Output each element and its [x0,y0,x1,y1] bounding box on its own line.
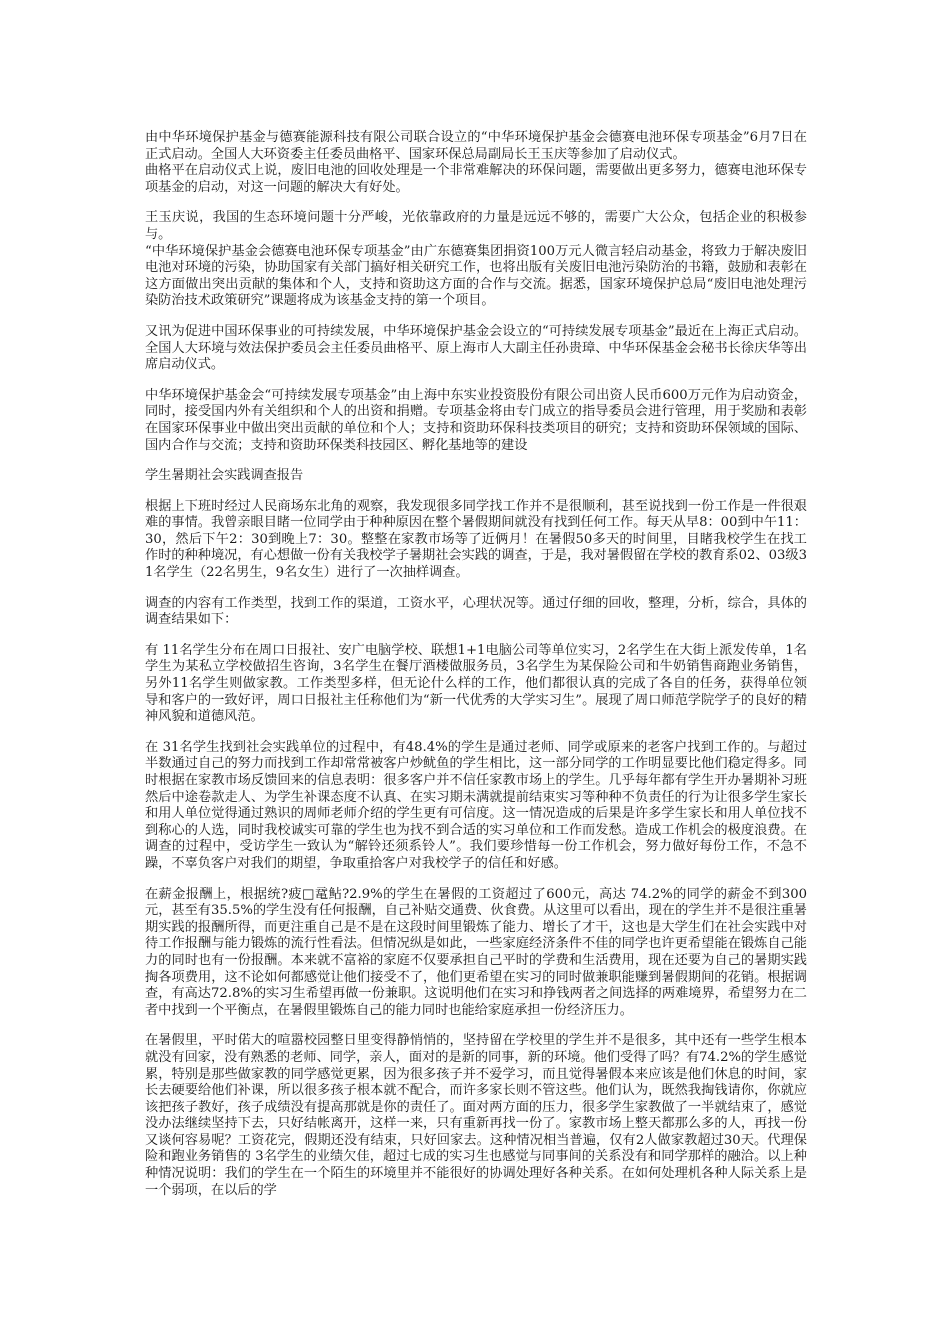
paragraph-fund-launch: 由中华环境保护基金与德赛能源科技有限公司联合设立的“中华环境保护基金会德赛电池环保专项基金”6月7日在正式启动。全国人大环资委主任委员曲格平、国家环保总局副局长王玉庆等参加了启动仪式。 [145,130,807,162]
paragraph-wang-yuqing-speech: 王玉庆说，我国的生态环境问题十分严峻，光依靠政府的力量是远远不够的，需要广大公众，包括企业的积极参与。 [145,210,807,242]
paragraph-salary: 在薪金报酬上，根据统?疲□鼋鲇?2.9%的学生在暑假的工资超过了600元，高达 74.2%的同学的薪金不到300元，甚至有35.5%的学生没有任何报酬，自己补贴交通费、伙食费。从这里可以看出，现在的学生并不是很注重暑期实践的报酬所得，而更注重自己是不是在这段时间里锻炼了能力、增长了才干，这也是大学生们在社会实践中对待工作报酬与能力锻炼的流行性看法。但情况纵是如此，一些家庭经济条件不佳的同学也许更希望能在锻炼自己能力的同时也有一份报酬。本来就不富裕的家庭不仅要承担自己平时的学费和生活费用，现在还要为自己的暑期实践掏各项费用，这不论如何都感觉让他们接受不了，他们更希望在实习的同时做兼职能赚到暑假期间的花销。根据调查，有高达72.8%的实习生希望再做一份兼职。这说明他们在实习和挣钱两者之间选择的两难境界，希望努力在二者中找到一个平衡点，在暑假里锻炼自己的能力同时也能给家庭承担一份经济压力。 [145,886,807,1018]
document-body [145,130,807,1213]
paragraph-survey-background: 根据上下班时经过人民商场东北角的观察，我发现很多同学找工作并不是很顺利，甚至说找到一份工作是一件很艰难的事情。我曾亲眼目睹一位同学由于种种原因在整个暑假期间就没有找到任何工作。每天从早8：00到中午11：30，然后下午2：30到晚上7：30。整整在家教市场等了近俩月！在暑假50多天的时间里，目睹我校学生在找工作时的种种境况，有心想做一份有关我校学子暑期社会实践的调查，于是，我对暑假留在学校的教育系02、03级31名学生（22名男生，9名女生）进行了一次抽样调查。 [145,498,807,581]
paragraph-psychology: 在暑假里，平时偌大的喧嚣校园整日里变得静悄悄的，坚持留在学校里的学生并不是很多，其中还有一些学生根本就没有回家，没有熟悉的老师、同学，亲人，面对的是新的同事，新的环境。他们受得了吗？有74.2%的学生感觉累，特别是那些做家教的同学感觉更累，因为很多孩子并不爱学习，而且觉得暑假本来应该是他们休息的时间，家长去硬要给他们补课，所以很多孩子根本就不配合，而许多家长则不管这些。他们认为，既然我掏钱请你，你就应该把孩子教好，孩子成绩没有提高那就是你的责任了。面对两方面的压力，很多学生家教做了一半就结束了，感觉没办法继续坚持下去，只好结帐离开，这样一来，只有重新再找一份了。家教市场上整天都那么多的人，再找一份又谈何容易呢？工资花完，假期还没有结束，只好回家去。这种情况相当普遍，仅有2人做家教超过30天。代理保险和跑业务销售的 3名学生的业绩欠佳，超过七成的实习生也感觉与同事间的关系没有和同学那样的融洽。以上种种情况说明：我们的学生在一个陌生的环境里并不能很好的协调处理好各种关系。在如何处理机各种人际关系上是一个弱项，在以后的学 [145,1033,807,1198]
report-title: 学生暑期社会实践调查报告 [145,468,304,484]
paragraph-sustainable-fund-details: 中华环境保护基金会“可持续发展专项基金”由上海中东实业投资股份有限公司出资人民币600万元作为启动资金，同时，接受国内外有关组织和个人的出资和捐赠。专项基金将由专门成立的指导委员会进行管理，用于奖励和表彰在国家环保事业中做出突出贡献的单位和个人；支持和资助环保科技类项目的研究；支持和资助环保领域的国际、国内合作与交流；支持和资助环保类科技园区、孵化基地等的建设 [145,387,807,453]
paragraph-fund-details: “中华环境保护基金会德赛电池环保专项基金”由广东德赛集团捐资100万元人微言轻启动基金，将致力于解决废旧电池对环境的污染，协助国家有关部门搞好相关研究工作，也将出版有关废旧电池污染防治的书籍，鼓励和表彰在这方面做出突出贡献的集体和个人，支持和资助这方面的合作与交流。据悉，国家环境保护总局“废旧电池处理污染防治技术政策研究”课题将成为该基金支持的第一个项目。 [145,243,807,309]
paragraph-qu-geping-speech: 曲格平在启动仪式上说，废旧电池的回收处理是一个非常难解决的环保问题，需要做出更多努力，德赛电池环保专项基金的启动，对这一问题的解决大有好处。 [145,163,807,195]
paragraph-job-channels: 在 31名学生找到社会实践单位的过程中，有48.4%的学生是通过老师、同学或原来的老客户找到工作的。与超过半数通过自己的努力而找到工作却常常被客户炒鱿鱼的学生相比，这一部分同学的工作明显要比他们稳定得多。同时根据在家教市场反馈回来的信息表明：很多客户并不信任家教市场上的学生。几乎每年都有学生开办暑期补习班然后中途卷款走人、为学生补课态度不认真、在实习期未满就提前结束实习等种种不负责任的行为让很多学生家长和用人单位觉得通过熟识的周师老师介绍的学生更有可信度。这一情况造成的后果是许多学生家长和用人单位找不到称心的人选，同时我校诚实可靠的学生也为找不到合适的实习单位和工作而发愁。造成工作机会的极度浪费。在调查的过程中，受访学生一致认为“解铃还须系铃人”。我们要珍惜每一份工作机会，努力做好每份工作，不急不躁，不辜负客户对我们的期望，争取重拾客户对我校学子的信任和好感。 [145,739,807,871]
paragraph-job-types: 有 11名学生分布在周口日报社、安广电脑学校、联想1+1电脑公司等单位实习，2名学生在大街上派发传单，1名学生为某私立学校做招生咨询，3名学生在餐厅酒楼做服务员，3名学生为某保险公司和牛奶销售商跑业务销售，另外11名学生则做家教。工作类型多样，但无论什么样的工作，他们都很认真的完成了各自的任务，获得单位领导和客户的一致好评，周口日报社主任称他们为“新一代优秀的大学实习生”。展现了周口师范学院学子的良好的精神风貌和道德风范。 [145,642,807,725]
paragraph-sustainable-fund-launch: 又讯为促进中国环保事业的可持续发展，中华环境保护基金会设立的“可持续发展专项基金”最近在上海正式启动。全国人大环境与效法保护委员会主任委员曲格平、原上海市人大副主任孙贵璋、中华环保基金会秘书长徐庆华等出席启动仪式。 [145,323,807,373]
paragraph-survey-content: 调查的内容有工作类型，找到工作的渠道，工资水平，心理状况等。通过仔细的回收，整理，分析，综合，具体的调查结果如下： [145,595,807,628]
